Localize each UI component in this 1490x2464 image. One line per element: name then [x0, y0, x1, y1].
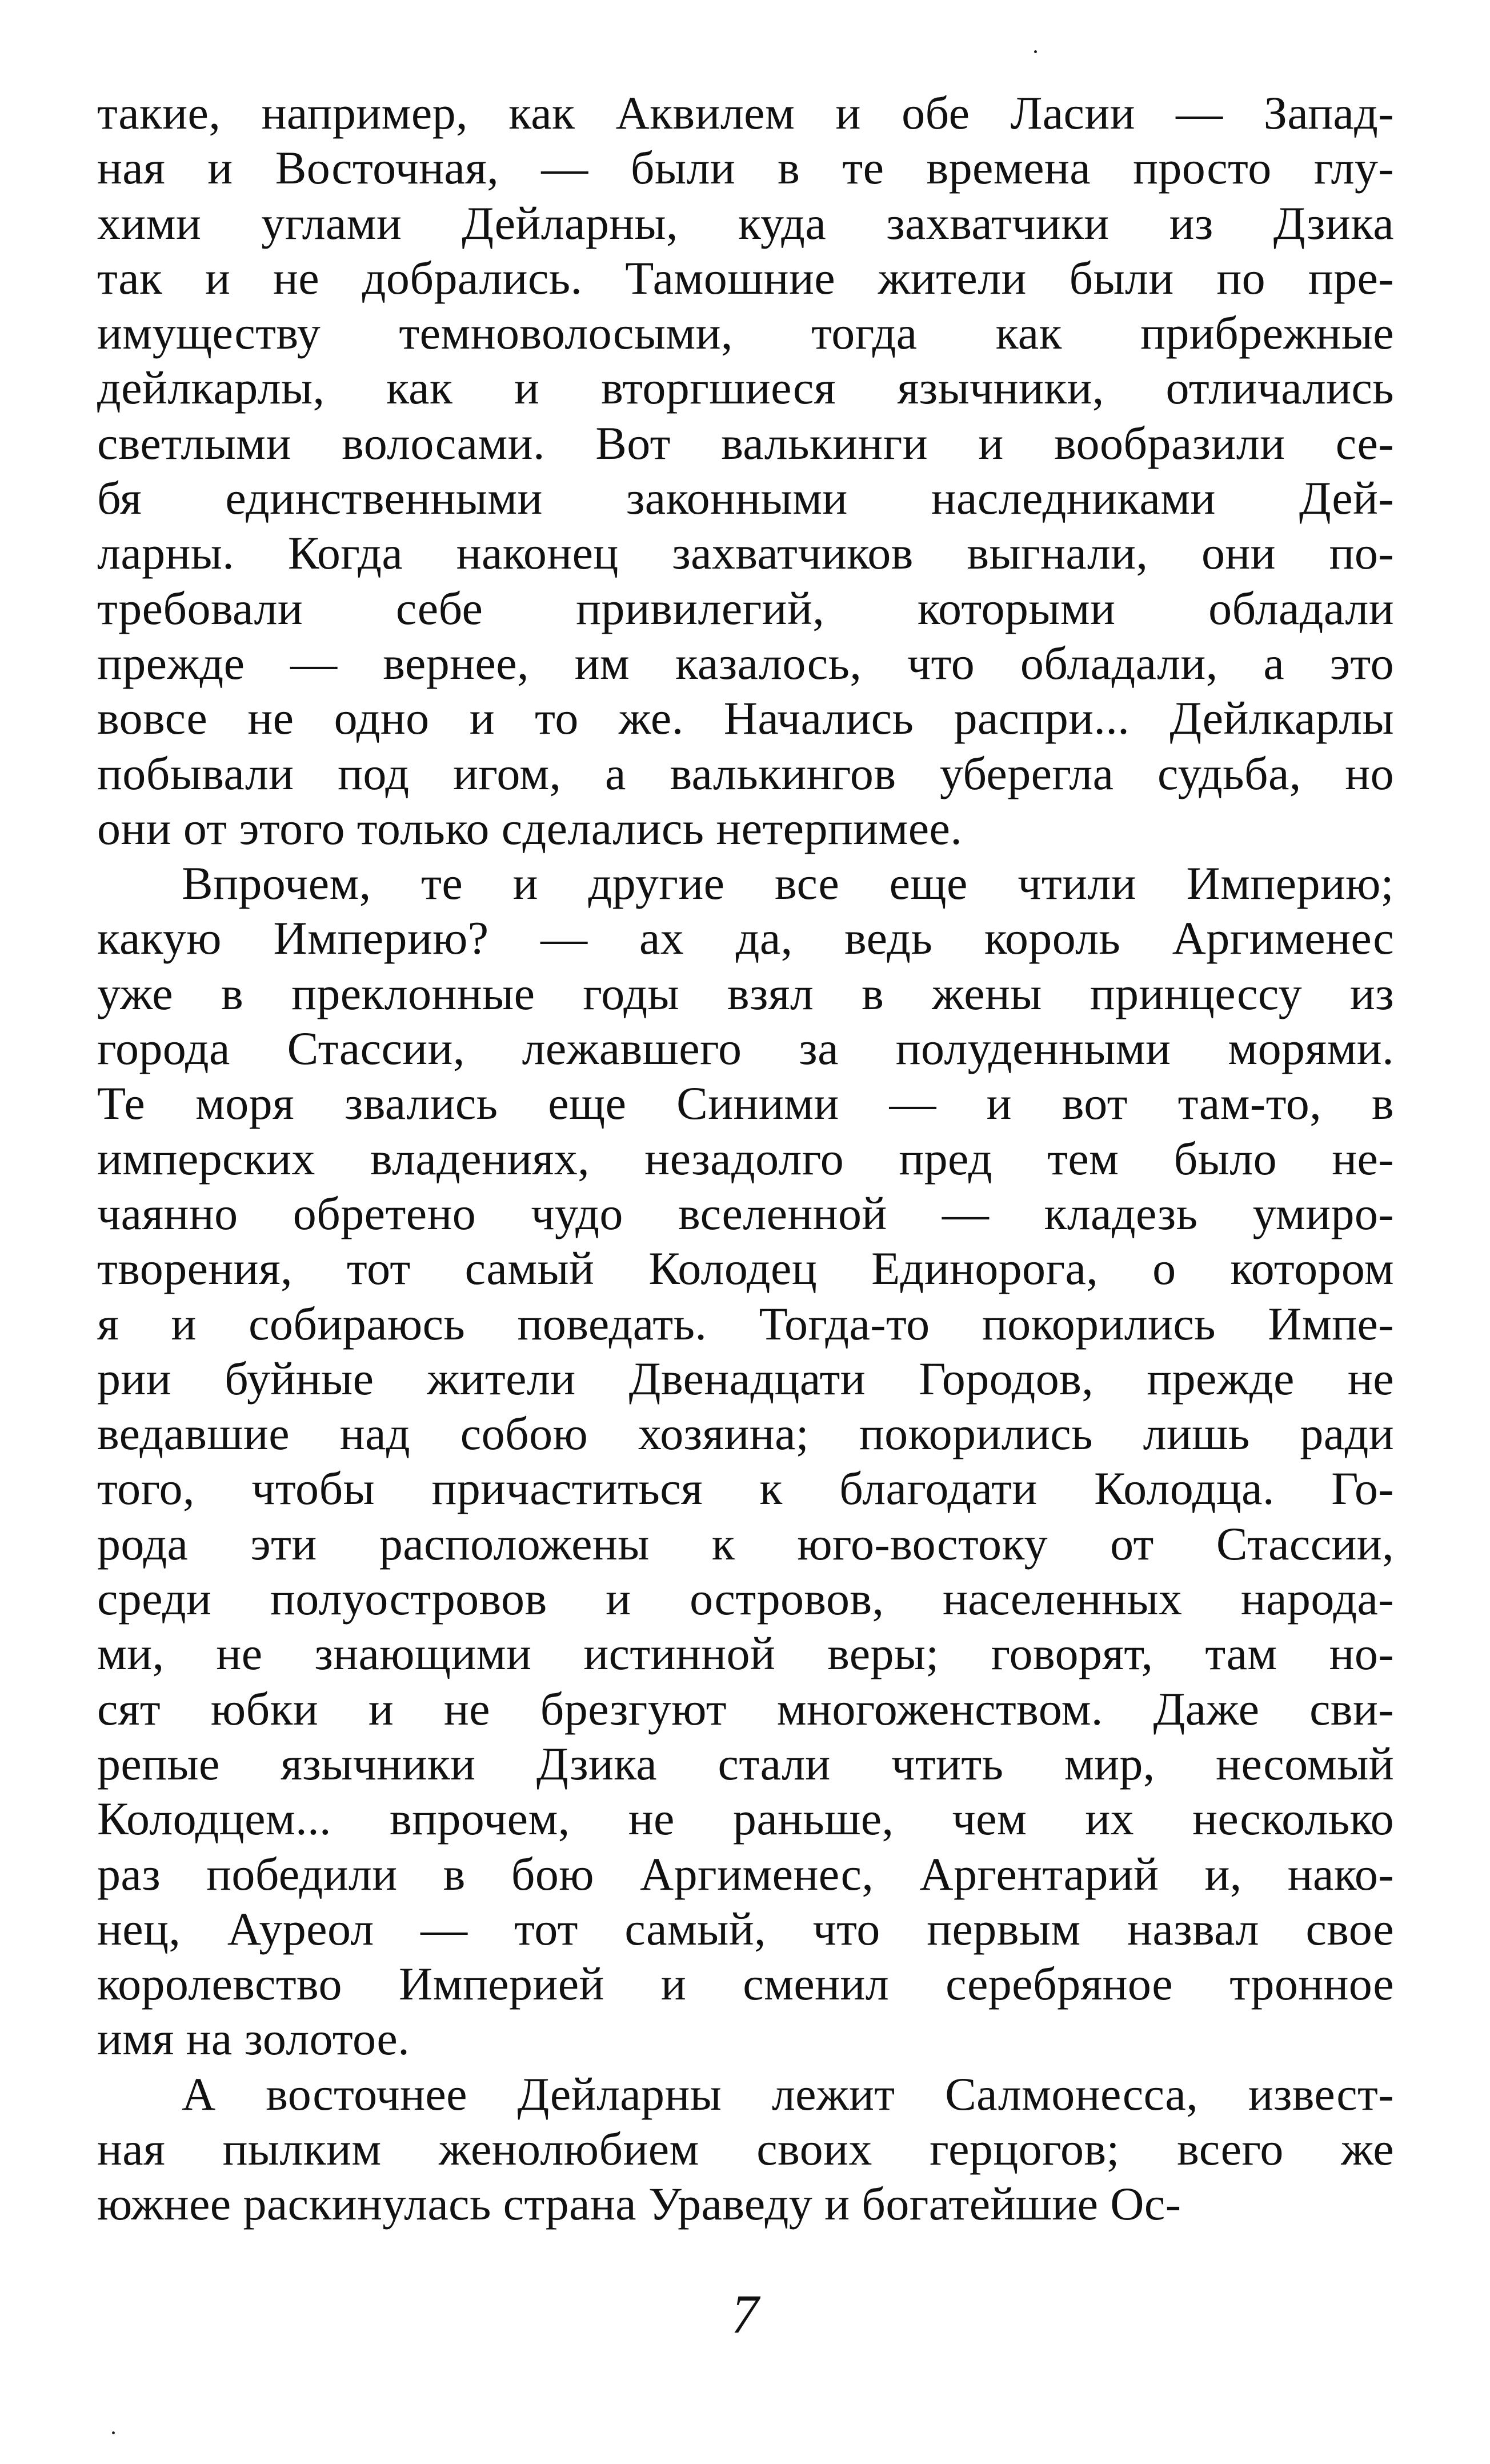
text-line: ная пылким женолюбием своих герцогов; всего же — [97, 2122, 1394, 2175]
text-line: имперских владениях, незадолго пред тем было не- — [97, 1132, 1394, 1185]
text-line: раз победили в бою Аргименес, Аргентарий и, нако- — [97, 1847, 1394, 1900]
text-line: уже в преклонные годы взял в жены принцессу из — [97, 967, 1394, 1019]
dust-speck-top — [1034, 50, 1037, 53]
paragraph — [97, 856, 1394, 2067]
text-line: репые язычники Дзика стали чтить мир, несомый — [97, 1737, 1394, 1790]
text-line: бя единственными законными наследниками Дей- — [97, 472, 1394, 525]
text-line: ная и Восточная, — были в те времена просто глу- — [97, 142, 1394, 194]
text-line: я и собираюсь поведать. Тогда-то покорились Импе- — [97, 1297, 1394, 1350]
text-line: имя на золотое. — [97, 2013, 410, 2065]
text-line: чаянно обретено чудо вселенной — кладезь умиро- — [97, 1187, 1394, 1239]
text-line: Впрочем, те и другие все еще чтили Империю; — [182, 857, 1394, 910]
text-line: хими углами Дейларны, куда захватчики из Дзика — [97, 197, 1394, 249]
text-line: имуществу темноволосыми, тогда как прибрежные — [97, 307, 1394, 359]
text-line: среди полуостровов и островов, населенных народа- — [97, 1573, 1394, 1625]
text-line: творения, тот самый Колодец Единорога, о котором — [97, 1242, 1394, 1295]
text-line: ведавшие над собою хозяина; покорились лишь ради — [97, 1407, 1394, 1460]
text-line: дейлкарлы, как и вторгшиеся язычники, отличались — [97, 362, 1394, 414]
text-line: ларны. Когда наконец захватчиков выгнали, они по- — [97, 527, 1394, 579]
text-line: сят юбки и не брезгуют многоженством. Даже сви- — [97, 1682, 1394, 1735]
text-line: Колодцем... впрочем, не раньше, чем их несколько — [97, 1793, 1394, 1845]
text-line: А восточнее Дейларны лежит Салмонесса, извест- — [182, 2067, 1394, 2120]
text-line: нец, Ауреол — тот самый, что первым назвал свое — [97, 1902, 1394, 1955]
text-line: светлыми волосами. Вот валькинги и вообразили се- — [97, 417, 1394, 469]
text-line: такие, например, как Аквилем и обе Ласии — Запад- — [97, 87, 1394, 139]
paragraph — [97, 2067, 1394, 2232]
text-line: так и не добрались. Тамошние жители были по пре- — [97, 251, 1394, 304]
text-line: рода эти расположены к юго-востоку от Стассии, — [97, 1517, 1394, 1570]
page-body — [97, 86, 1394, 2232]
text-line: рии буйные жители Двенадцати Городов, прежде не — [97, 1352, 1394, 1405]
text-line: города Стассии, лежавшего за полуденными морями. — [97, 1022, 1394, 1075]
text-line: ми, не знающими истинной веры; говорят, там но- — [97, 1627, 1394, 1680]
text-line: королевство Империей и сменил серебряное тронное — [97, 1958, 1394, 2010]
text-line: вовсе не одно и то же. Начались распри... Дейлкарлы — [97, 692, 1394, 745]
text-line: требовали себе привилегий, которыми обладали — [97, 582, 1394, 634]
text-line: Те моря звались еще Синими — и вот там-то, в — [97, 1077, 1394, 1130]
paragraph — [97, 86, 1394, 856]
text-line: побывали под игом, а валькингов уберегла судьба, но — [97, 747, 1394, 799]
page-number: 7 — [731, 2283, 759, 2345]
text-line: южнее раскинулась страна Ураведу и богатейшие Ос- — [97, 2178, 1181, 2230]
text-line: какую Империю? — ах да, ведь король Аргименес — [97, 912, 1394, 965]
text-line: они от этого только сделались нетерпимее. — [97, 802, 963, 854]
text-line: того, чтобы причаститься к благодати Колодца. Го- — [97, 1462, 1394, 1515]
dust-speck-bottom — [112, 2431, 115, 2434]
text-line: прежде — вернее, им казалось, что обладали, а это — [97, 637, 1394, 689]
